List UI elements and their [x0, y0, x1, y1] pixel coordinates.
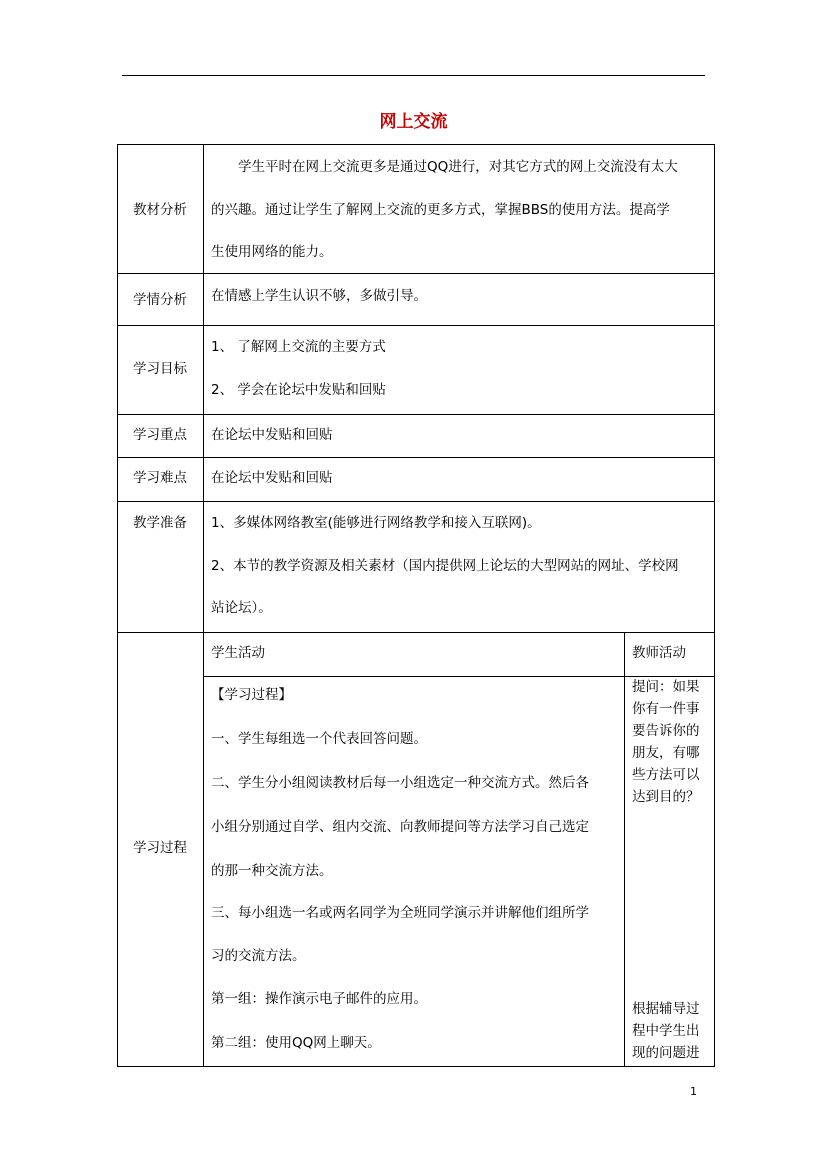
textbook-line-1: 学生平时在网上交流更多是通过QQ进行，对其它方式的网上交流没有太大 — [238, 159, 678, 175]
lesson-plan-table — [117, 144, 715, 1067]
row-label-process: 学习过程 — [133, 840, 187, 856]
goal-item-2: 2、 学会在论坛中发贴和回贴 — [211, 382, 386, 398]
teacher-line-4: 朋友，有哪 — [632, 745, 700, 761]
textbook-line-2: 的兴趣。通过让学生了解网上交流的更多方式，掌握BBS的使用方法。提高学 — [211, 202, 670, 218]
learner-text: 在情感上学生认识不够，多做引导。 — [211, 288, 427, 304]
difficulty-text: 在论坛中发贴和回贴 — [211, 470, 333, 486]
teacher-line-1: 提问：如果 — [632, 679, 700, 695]
row-label-goals: 学习目标 — [133, 361, 187, 377]
teacher-line-3: 要告诉你的 — [632, 723, 700, 739]
student-line-6: 三、每小组选一名或两名同学为全班同学演示并讲解他们组所学 — [211, 905, 589, 921]
row-label-focus: 学习重点 — [133, 427, 187, 443]
row-divider — [117, 273, 715, 274]
document-title: 网上交流 — [379, 112, 448, 132]
teacher-line-6: 达到目的？ — [632, 789, 700, 805]
student-line-2: 一、学生每组选一个代表回答问题。 — [211, 731, 427, 747]
student-activity-header: 学生活动 — [211, 645, 265, 661]
teacher-line-9: 现的问题进 — [632, 1045, 700, 1061]
table-border-right — [714, 144, 715, 1067]
teacher-line-8: 程中学生出 — [632, 1023, 700, 1039]
teacher-line-2: 你有一件事 — [632, 701, 700, 717]
row-divider — [117, 457, 715, 458]
teacher-line-5: 些方法可以 — [632, 767, 700, 783]
label-column-divider — [203, 144, 204, 1067]
row-divider — [117, 325, 715, 326]
student-line-1: 【学习过程】 — [211, 687, 292, 703]
row-label-learner: 学情分析 — [133, 292, 187, 308]
preparation-line-2: 2、本节的教学资源及相关素材（国内提供网上论坛的大型网站的网址、学校网 — [211, 558, 679, 574]
page-number: 1 — [690, 1085, 697, 1098]
row-label-textbook: 教材分析 — [133, 202, 187, 218]
table-border-bottom — [117, 1066, 715, 1067]
teacher-activity-header: 教师活动 — [632, 645, 686, 661]
goal-item-1: 1、 了解网上交流的主要方式 — [211, 339, 386, 355]
student-line-7: 习的交流方法。 — [211, 948, 306, 964]
row-divider — [117, 501, 715, 502]
student-line-8: 第一组：操作演示电子邮件的应用。 — [211, 991, 427, 1007]
row-label-difficulty: 学习难点 — [133, 470, 187, 486]
preparation-line-1: 1、多媒体网络教室(能够进行网络教学和接入互联网)。 — [211, 515, 541, 531]
row-divider — [117, 632, 715, 633]
textbook-line-3: 生使用网络的能力。 — [211, 244, 333, 260]
teacher-line-7: 根据辅导过 — [632, 1001, 700, 1017]
focus-text: 在论坛中发贴和回贴 — [211, 427, 333, 443]
header-rule — [122, 75, 705, 76]
student-line-9: 第二组：使用QQ网上聊天。 — [211, 1035, 381, 1051]
table-border-top — [117, 144, 715, 145]
student-line-4: 小组分别通过自学、组内交流、向教师提问等方法学习自己选定 — [211, 819, 589, 835]
table-border-left — [117, 144, 118, 1067]
student-line-3: 二、学生分小组阅读教材后每一小组选定一种交流方式。然后各 — [211, 775, 589, 791]
student-line-5: 的那一种交流方法。 — [211, 863, 333, 879]
preparation-line-3: 站论坛）。 — [211, 600, 272, 616]
activity-column-divider — [624, 632, 625, 1067]
row-divider — [117, 414, 715, 415]
row-label-preparation: 教学准备 — [133, 515, 187, 531]
